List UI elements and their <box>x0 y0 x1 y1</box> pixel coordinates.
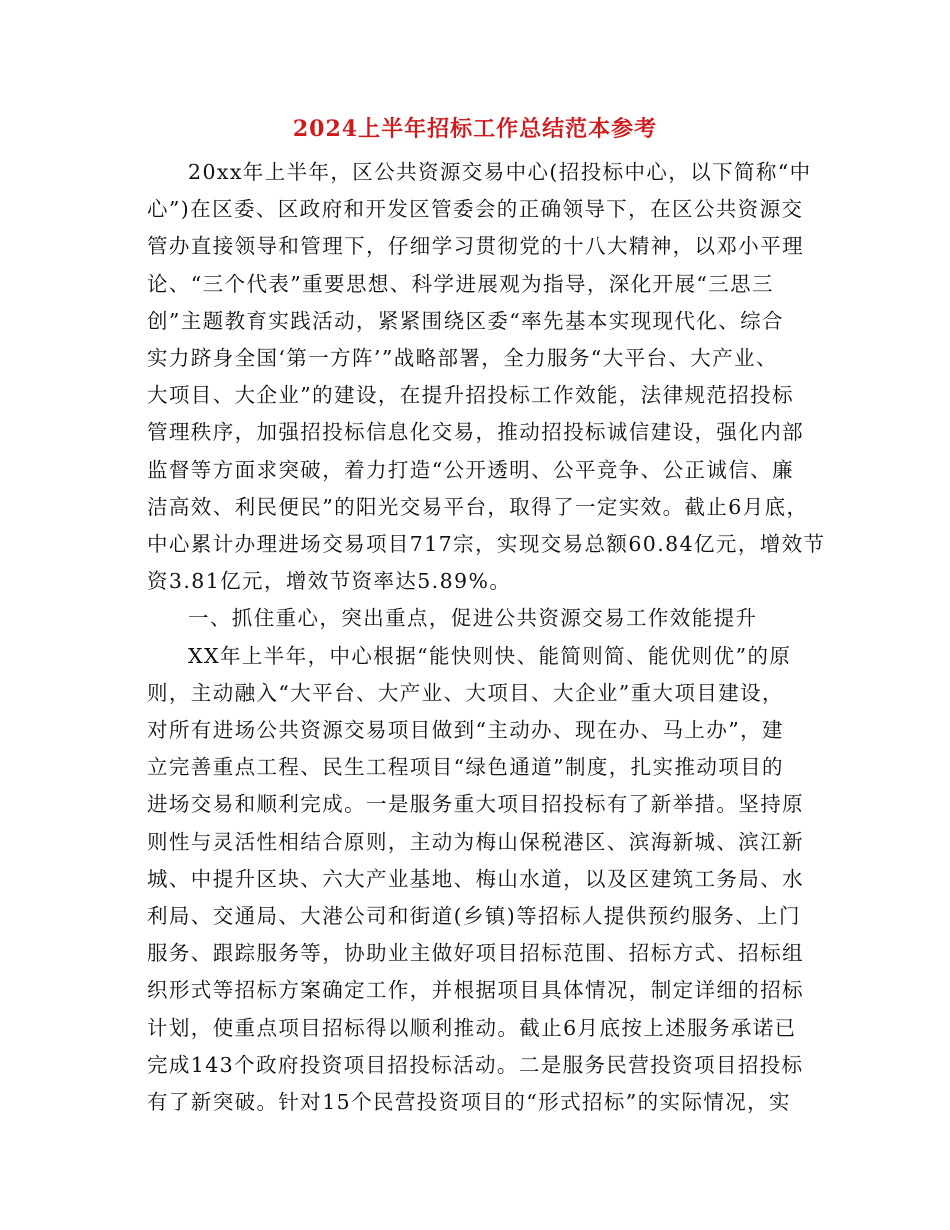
text-line: 利局、交通局、大港公司和街道(乡镇)等招标人提供预约服务、上门 <box>147 904 801 928</box>
text-line: 则性与灵活性相结合原则，主动为梅山保税港区、滨海新城、滨江新 <box>147 829 804 854</box>
text-line: 论、“三个代表”重要思想、科学进展观为指导，深化开展“三思三 <box>147 271 774 296</box>
text-line: 心”)在区委、区政府和开发区管委会的正确领导下，在区公共资源交 <box>147 197 804 222</box>
text-line: 监督等方面求突破，着力打造“公开透明、公平竞争、公正诚信、廉 <box>147 457 794 482</box>
text-line: 一、抓住重心，突出重点，促进公共资源交易工作效能提升 <box>188 606 758 631</box>
text-line: 管办直接领导和管理下，仔细学习贯彻党的十八大精神，以邓小平理 <box>147 234 804 259</box>
text-line: 服务、跟踪服务等，协助业主做好项目招标范围、招标方式、招标组 <box>147 941 804 966</box>
text-line: 实力跻身全国‘第一方阵’”战略部署，全力服务“大平台、大产业、 <box>147 346 778 370</box>
text-line: 进场交易和顺利完成。一是服务重大项目招投标有了新举措。坚持原 <box>147 792 804 817</box>
text-line: 管理秩序，加强招投标信息化交易，推动招投标诚信建设，强化内部 <box>147 420 804 445</box>
text-line: 完成143个政府投资项目招投标活动。二是服务民营投资项目招投标 <box>147 1052 804 1077</box>
text-line: 创”主题教育实践活动，紧紧围绕区委“率先基本实现现代化、综合 <box>147 308 784 333</box>
text-line: 织形式等招标方案确定工作，并根据项目具体情况，制定详细的招标 <box>147 978 804 1003</box>
text-line: 中心累计办理进场交易项目717宗，实现交易总额60.84亿元，增效节 <box>147 532 826 556</box>
text-line: 大项目、大企业”的建设，在提升招投标工作效能，法律规范招投标 <box>147 383 794 408</box>
text-line: 资3.81亿元，增效节资率达5.89%。 <box>147 569 512 594</box>
text-line: 洁高效、利民便民”的阳光交易平台，取得了一定实效。截止6月底， <box>147 494 809 519</box>
text-line: 有了新突破。针对15个民营投资项目的“形式招标”的实际情况，实 <box>147 1090 791 1114</box>
text-line: 城、中提升区块、六大产业基地、梅山水道，以及区建筑工务局、水 <box>147 866 804 891</box>
document-title: 2024上半年招标工作总结范本参考 <box>292 116 658 142</box>
text-line: 立完善重点工程、民生工程项目“绿色通道”制度，扎实推动项目的 <box>147 755 784 780</box>
text-line: 计划，使重点项目招标得以顺利推动。截止6月底按上述服务承诺已 <box>147 1015 797 1040</box>
text-line: XX年上半年，中心根据“能快则快、能简则简、能优则优”的原 <box>188 643 792 668</box>
text-line: 20xx年上半年，区公共资源交易中心(招投标中心，以下简称“中 <box>188 160 812 184</box>
text-line: 则，主动融入“大平台、大产业、大项目、大企业”重大项目建设， <box>147 680 784 705</box>
text-line: 对所有进场公共资源交易项目做到“主动办、现在办、马上办”，建 <box>147 718 784 742</box>
